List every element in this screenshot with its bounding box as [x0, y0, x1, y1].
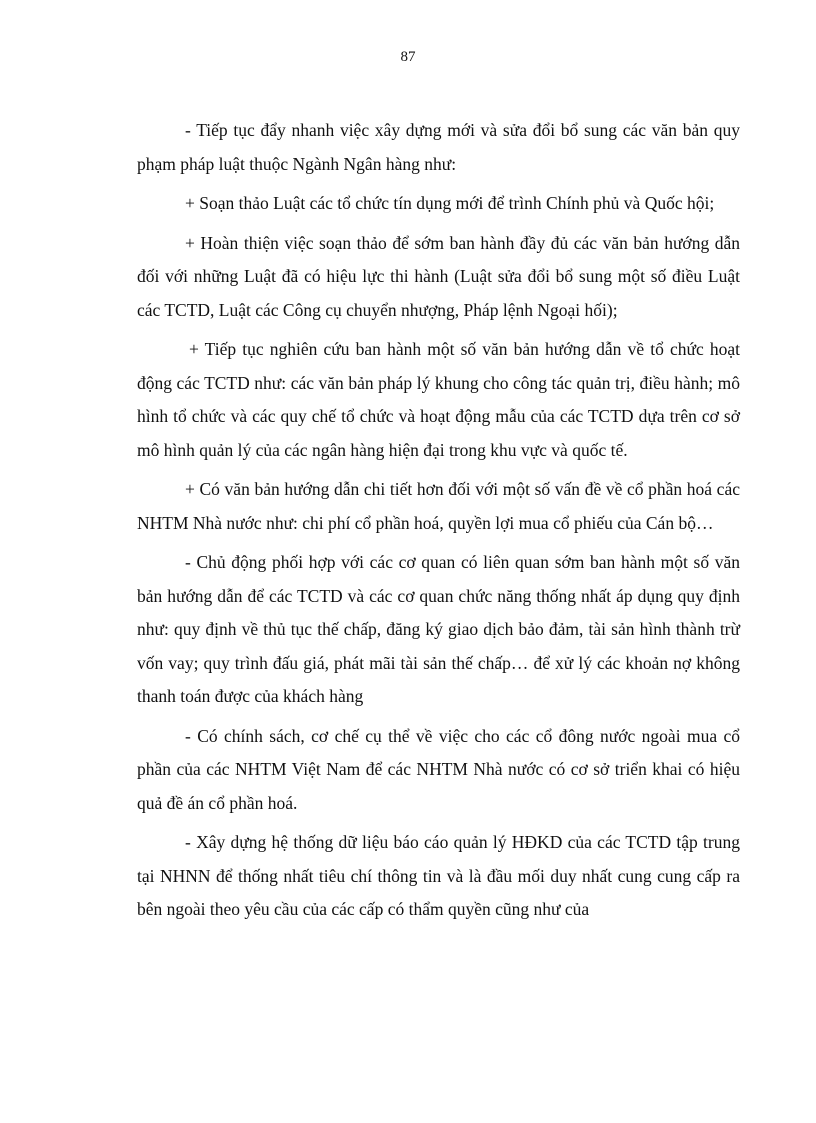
paragraph-tctd-organization: + Tiếp tục nghiên cứu ban hành một số văn bản hướng dẫn về tổ chức hoạt động các TCTD như: các văn bản pháp lý khung cho công tác quản trị, điều hành; mô hình tổ chức và các quy chế tổ chức và hoạt động mẫu của các TCTD dựa trên cơ sở mô hình quản lý của các ngân hàng hiện đại trong khu vực và quốc tế.	[137, 339, 740, 460]
paragraph-legal-documents: - Tiếp tục đẩy nhanh việc xây dựng mới và sửa đổi bổ sung các văn bản quy phạm pháp luật thuộc Ngành Ngân hàng như:	[137, 120, 740, 174]
page-number: 87	[400, 49, 416, 65]
paragraph-reporting-system: - Xây dựng hệ thống dữ liệu báo cáo quản lý HĐKD của các TCTD tập trung tại NHNN để thống nhất tiêu chí thông tin và là đầu mối duy nhất cung cung cấp ra bên ngoài theo yêu cầu của các cấp có thẩm quyền cũng như của	[137, 832, 740, 919]
paragraph-credit-law: + Soạn thảo Luật các tổ chức tín dụng mới để trình Chính phủ và Quốc hội;	[185, 193, 715, 213]
paragraph-coordination: - Chủ động phối hợp với các cơ quan có liên quan sớm ban hành một số văn bản hướng dẫn để các TCTD và các cơ quan chức năng thống nhất áp dụng quy định như: quy định về thủ tục thế chấp, đăng ký giao dịch bảo đảm, tài sản hình thành trừ vốn vay; quy trình đấu giá, phát mãi tài sản thế chấp… để xử lý các khoản nợ không thanh toán được của khách hàng	[137, 552, 740, 706]
paragraph-foreign-shareholders: - Có chính sách, cơ chế cụ thể về việc cho các cổ đông nước ngoài mua cổ phần của các NHTM Việt Nam để các NHTM Nhà nước có cơ sở triển khai có hiệu quả đề án cổ phần hoá.	[137, 725, 740, 813]
body-text	[137, 114, 740, 933]
paragraph-equitization-guidance: + Có văn bản hướng dẫn chi tiết hơn đối với một số vấn đề về cổ phần hoá các NHTM Nhà nước như: chi phí cổ phần hoá, quyền lợi mua cổ phiếu của Cán bộ…	[137, 479, 740, 533]
paragraph-guidance-documents: + Hoàn thiện việc soạn thảo để sớm ban hành đầy đủ các văn bản hướng dẫn đối với những Luật đã có hiệu lực thi hành (Luật sửa đổi bổ sung một số điều Luật các TCTD, Luật các Công cụ chuyển nhượng, Pháp lệnh Ngoại hối);	[137, 232, 740, 320]
